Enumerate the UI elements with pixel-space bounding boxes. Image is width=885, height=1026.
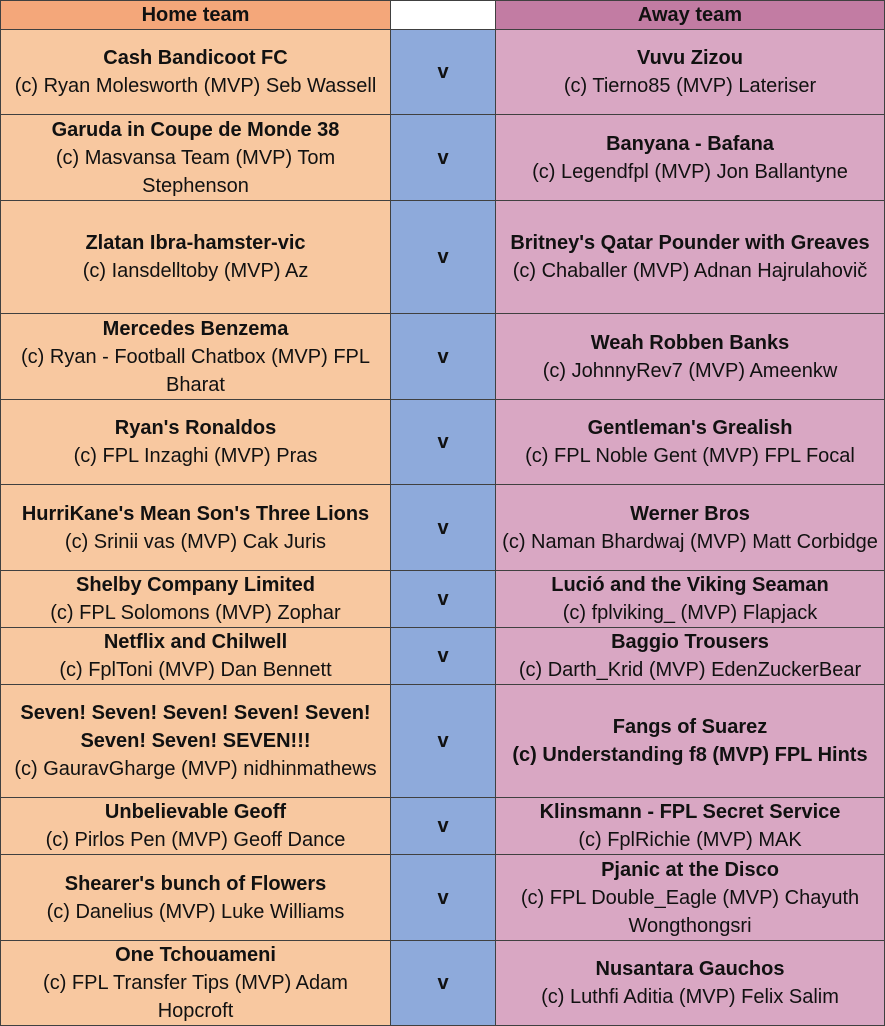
away-team-name: Fangs of Suarez — [612, 716, 768, 738]
fixture-row — [1, 115, 885, 201]
away-cell — [496, 571, 885, 628]
home-cell — [1, 855, 391, 941]
away-team-name: Pjanic at the Disco — [601, 858, 779, 881]
home-team-name: HurriKane's Mean Son's Three Lions — [21, 502, 370, 525]
away-managers: (c) JohnnyRev7 (MVP) Ameenkw — [542, 359, 838, 382]
away-managers: (c) FplRichie (MVP) MAK — [578, 829, 802, 851]
away-managers: (c) Darth_Krid (MVP) EdenZuckerBear — [518, 659, 862, 681]
fixture-row — [1, 685, 885, 798]
away-managers: (c) Luthfi Aditia (MVP) Felix Salim — [541, 986, 839, 1008]
away-managers: (c) Tierno85 (MVP) Lateriser — [563, 75, 817, 97]
home-team-name: One Tchouameni — [115, 944, 276, 966]
versus-label: v — [391, 685, 496, 798]
away-managers: (c) FPL Noble Gent (MVP) FPL Focal — [525, 445, 855, 467]
home-team-name: Mercedes Benzema — [102, 317, 289, 340]
home-managers: (c) FPL Inzaghi (MVP) Pras — [73, 445, 318, 467]
home-managers: (c) FplToni (MVP) Dan Bennett — [59, 659, 332, 681]
away-managers: (c) Legendfpl (MVP) Jon Ballantyne — [532, 160, 848, 183]
home-team-name: Zlatan Ibra-hamster-vic — [85, 232, 306, 254]
fixture-row — [1, 485, 885, 571]
fixture-row — [1, 314, 885, 400]
home-cell — [1, 30, 391, 115]
home-cell — [1, 571, 391, 628]
home-managers: (c) Iansdelltoby (MVP) Az — [82, 260, 309, 282]
away-cell — [496, 855, 885, 941]
versus-label: v — [391, 314, 496, 400]
home-team-name: Seven! Seven! Seven! Seven! Seven! Seven! Seven! SEVEN!!! — [20, 702, 371, 752]
away-team-name: Nusantara Gauchos — [595, 958, 785, 980]
fixture-row — [1, 798, 885, 855]
header-row — [1, 1, 885, 30]
home-cell — [1, 628, 391, 685]
home-cell — [1, 115, 391, 201]
versus-label: v — [391, 201, 496, 314]
home-cell — [1, 400, 391, 485]
away-managers: (c) Naman Bhardwaj (MVP) Matt Corbidge — [502, 530, 878, 553]
away-cell — [496, 628, 885, 685]
away-team-name: Weah Robben Banks — [590, 331, 790, 354]
away-cell — [496, 30, 885, 115]
home-team-name: Unbelievable Geoff — [104, 801, 287, 823]
home-team-name: Shearer's bunch of Flowers — [64, 872, 327, 895]
home-cell — [1, 201, 391, 314]
home-team-name: Cash Bandicoot FC — [103, 47, 288, 69]
away-cell — [496, 485, 885, 571]
away-managers: (c) fplviking_ (MVP) Flapjack — [562, 602, 818, 624]
home-managers: (c) Pirlos Pen (MVP) Geoff Dance — [45, 829, 346, 851]
away-team-name: Baggio Trousers — [611, 631, 769, 653]
away-managers: (c) Understanding f8 (MVP) FPL Hints — [512, 744, 868, 766]
home-managers: (c) Danelius (MVP) Luke Williams — [46, 900, 345, 923]
home-cell — [1, 485, 391, 571]
away-team-name: Lució and the Viking Seaman — [551, 574, 829, 596]
away-managers: (c) Chaballer (MVP) Adnan Hajrulahovič — [512, 260, 868, 282]
fixture-row — [1, 201, 885, 314]
home-team-header: Home team — [1, 1, 391, 30]
away-cell — [496, 798, 885, 855]
fixture-row — [1, 30, 885, 115]
home-team-name: Garuda in Coupe de Monde 38 — [51, 118, 340, 141]
versus-label: v — [391, 30, 496, 115]
versus-label: v — [391, 941, 496, 1026]
home-cell — [1, 314, 391, 400]
home-team-name: Ryan's Ronaldos — [114, 417, 277, 439]
versus-header — [391, 1, 496, 30]
away-team-name: Vuvu Zizou — [637, 47, 743, 69]
home-managers: (c) Masvansa Team (MVP) Tom Stephenson — [55, 146, 336, 197]
versus-label: v — [391, 571, 496, 628]
away-team-name: Werner Bros — [630, 502, 750, 525]
home-cell — [1, 685, 391, 798]
home-managers: (c) Ryan - Football Chatbox (MVP) FPL Bharat — [21, 345, 370, 396]
home-managers: (c) Ryan Molesworth (MVP) Seb Wassell — [14, 75, 377, 97]
home-managers: (c) FPL Solomons (MVP) Zophar — [50, 602, 341, 624]
versus-label: v — [391, 628, 496, 685]
versus-label: v — [391, 115, 496, 201]
home-cell — [1, 798, 391, 855]
versus-label: v — [391, 400, 496, 485]
away-cell — [496, 941, 885, 1026]
fixture-row — [1, 628, 885, 685]
fixture-row — [1, 941, 885, 1026]
fixture-row — [1, 571, 885, 628]
away-team-name: Klinsmann - FPL Secret Service — [539, 801, 841, 823]
away-team-name: Britney's Qatar Pounder with Greaves — [510, 232, 870, 254]
versus-label: v — [391, 485, 496, 571]
versus-label: v — [391, 855, 496, 941]
fixture-row — [1, 855, 885, 941]
versus-label: v — [391, 798, 496, 855]
away-cell — [496, 115, 885, 201]
home-cell — [1, 941, 391, 1026]
home-team-name: Netflix and Chilwell — [103, 631, 288, 653]
away-cell — [496, 201, 885, 314]
away-cell — [496, 685, 885, 798]
fixture-row — [1, 400, 885, 485]
away-cell — [496, 314, 885, 400]
away-team-name: Banyana - Bafana — [606, 132, 774, 155]
away-team-name: Gentleman's Grealish — [587, 417, 793, 439]
home-managers: (c) GauravGharge (MVP) nidhinmathews — [14, 758, 377, 780]
away-managers: (c) FPL Double_Eagle (MVP) Chayuth Wongthongsri — [520, 886, 860, 937]
home-team-name: Shelby Company Limited — [76, 574, 315, 596]
home-managers: (c) Srinii vas (MVP) Cak Juris — [64, 530, 327, 553]
home-managers: (c) FPL Transfer Tips (MVP) Adam Hopcroft — [43, 972, 348, 1022]
away-team-header: Away team — [496, 1, 885, 30]
away-cell — [496, 400, 885, 485]
